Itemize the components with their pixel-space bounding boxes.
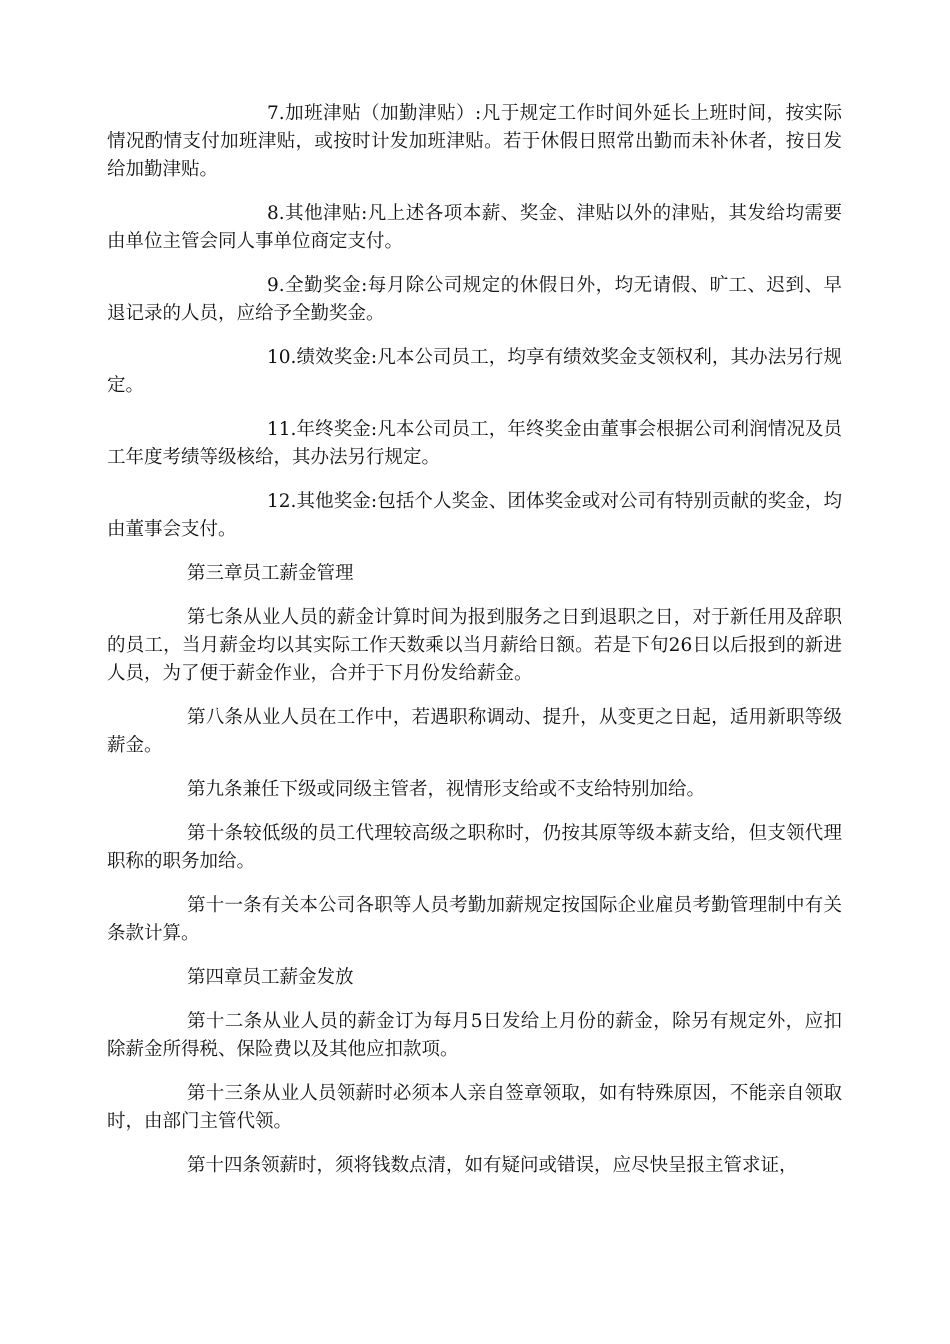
paragraph-text: 其他津贴:凡上述各项本薪、奖金、津贴以外的津贴，其发给均需要由单位主管会同人事单位商定支付。 xyxy=(107,203,842,252)
item-number: 12. xyxy=(267,491,297,512)
paragraph-12 xyxy=(107,488,842,544)
paragraph-7 xyxy=(107,100,842,184)
paragraph-text: 绩效奖金:凡本公司员工，均享有绩效奖金支领权利，其办法另行规定。 xyxy=(107,347,842,396)
paragraph-10 xyxy=(107,344,842,400)
chapter-3-heading: 第三章员工薪金管理 xyxy=(187,563,354,584)
paragraph-text: 加班津贴（加勤津贴）:凡于规定工作时间外延长上班时间，按实际情况酌情支付加班津贴，或按时计发加班津贴。若于休假日照常出勤而未补休者，按日发给加勤津贴。 xyxy=(107,103,842,180)
paragraph-text: 年终奖金:凡本公司员工，年终奖金由董事会根据公司利润情况及员工年度考绩等级核给，其办法另行规定。 xyxy=(107,419,842,468)
item-number: 11. xyxy=(267,419,297,440)
article-13: 第十三条从业人员领薪时必须本人亲自签章领取，如有特殊原因，不能亲自领取时，由部门主管代领。 xyxy=(107,1083,842,1132)
article-12: 第十二条从业人员的薪金订为每月5日发给上月份的薪金，除另有规定外，应扣除薪金所得税、保险费以及其他应扣款项。 xyxy=(107,1011,842,1060)
article-7: 第七条从业人员的薪金计算时间为报到服务之日到退职之日，对于新任用及辞职的员工，当月薪金均以其实际工作天数乘以当月薪给日额。若是下旬26日以后报到的新进人员，为了便于薪金作业，合并于下月份发给薪金。 xyxy=(107,607,842,684)
item-number: 10. xyxy=(267,347,297,368)
article-8: 第八条从业人员在工作中，若遇职称调动、提升，从变更之日起，适用新职等级薪金。 xyxy=(107,707,842,756)
paragraph-11 xyxy=(107,416,842,472)
paragraph-8 xyxy=(107,200,842,256)
article-14: 第十四条领薪时，须将钱数点清，如有疑问或错误，应尽快呈报主管求证， xyxy=(187,1155,798,1176)
item-number: 7. xyxy=(267,103,285,124)
article-10: 第十条较低级的员工代理较高级之职称时，仍按其原等级本薪支给，但支领代理职称的职务加给。 xyxy=(107,823,842,872)
article-11: 第十一条有关本公司各职等人员考勤加薪规定按国际企业雇员考勤管理制中有关条款计算。 xyxy=(107,895,842,944)
item-number: 8. xyxy=(267,203,285,224)
document-page xyxy=(107,100,842,1196)
item-number: 9. xyxy=(267,275,285,296)
paragraph-text: 其他奖金:包括个人奖金、团体奖金或对公司有特别贡献的奖金，均由董事会支付。 xyxy=(107,491,842,540)
paragraph-9 xyxy=(107,272,842,328)
article-9: 第九条兼任下级或同级主管者，视情形支给或不支给特别加给。 xyxy=(187,779,706,800)
chapter-4-heading: 第四章员工薪金发放 xyxy=(187,967,354,988)
paragraph-text: 全勤奖金:每月除公司规定的休假日外，均无请假、旷工、迟到、早退记录的人员，应给予全勤奖金。 xyxy=(107,275,842,324)
